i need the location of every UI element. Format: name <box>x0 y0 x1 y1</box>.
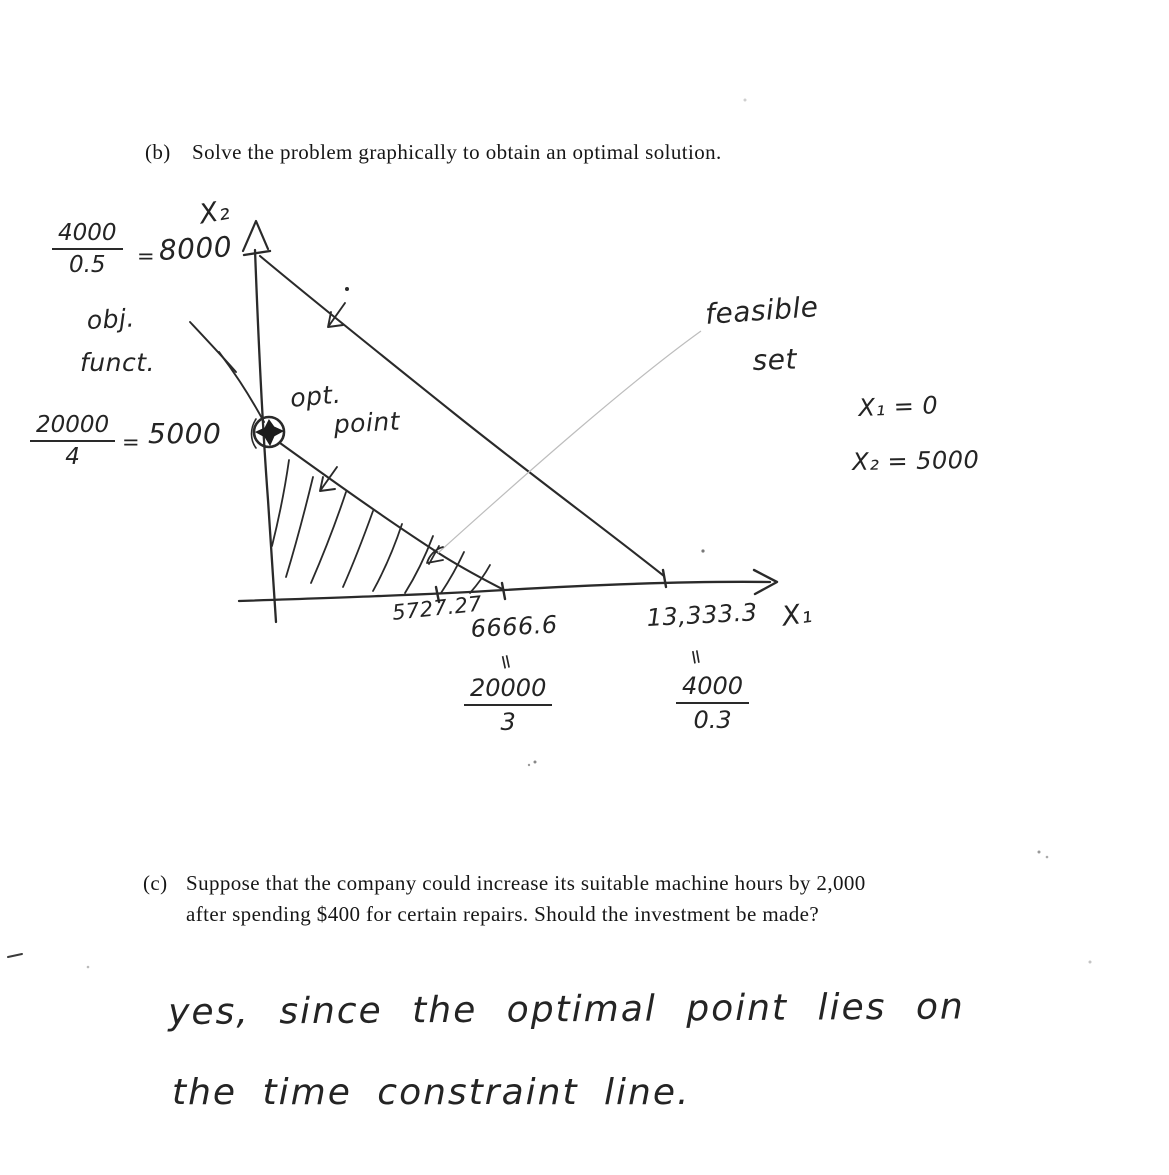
x-tick-6666 <box>502 583 505 599</box>
time-constraint-line <box>280 443 504 590</box>
x-tick-label-6666: 6666.6 <box>470 610 559 643</box>
solution-x2-value: X₂ = 5000 <box>852 445 980 476</box>
answer-line1: yes, since the optimal point lies on <box>168 986 965 1033</box>
feasible-set-pointer-line <box>438 331 701 553</box>
fraction-numerator: 4000 <box>676 672 749 704</box>
fraction-denominator: 4 <box>65 444 80 470</box>
x-tick-13333 <box>663 570 666 587</box>
x-tick-label-5727: 5727.27 <box>391 591 484 625</box>
answer-line2: the time constraint line. <box>172 1072 691 1113</box>
question-b-label: (b) <box>145 140 171 164</box>
rotated-equals-sign: = <box>683 646 710 668</box>
optimal-point-marker <box>252 417 285 448</box>
scan-specks <box>8 99 1092 969</box>
obj-funct-label-line2: funct. <box>80 348 155 377</box>
value-8000: 8000 <box>158 230 233 267</box>
direction-arrow-mid-icon <box>320 467 337 491</box>
question-c-label: (c) <box>143 871 168 895</box>
x-axis <box>239 570 777 602</box>
equals-sign: = <box>122 430 141 454</box>
objective-function-line <box>190 322 264 422</box>
equals-sign: = <box>137 244 156 268</box>
x-axis-label: X₁ <box>780 597 815 633</box>
value-5000: 5000 <box>148 417 222 450</box>
question-b <box>145 140 722 165</box>
fraction-denominator: 3 <box>500 708 516 736</box>
solution-x1-value: X₁ = 0 <box>858 391 939 422</box>
fraction-numerator: 20000 <box>464 674 552 706</box>
fraction-denominator: 0.3 <box>693 706 732 734</box>
question-c-line2: after spending $400 for certain repairs. Should the investment be made? <box>186 902 820 926</box>
y-axis-tick-8000 <box>244 251 270 255</box>
fraction-4000-over-0-3 <box>676 672 749 734</box>
x-tick-label-13333: 13,333.3 <box>646 598 759 632</box>
obj-funct-label-line1: obj. <box>86 303 136 335</box>
fraction-20000-over-3 <box>464 674 552 736</box>
feasible-set-label-line2: set <box>752 342 798 377</box>
fraction-20000-over-4 <box>30 412 115 470</box>
question-b-text: Solve the problem graphically to obtain an optimal solution. <box>192 140 722 164</box>
fraction-numerator: 20000 <box>30 412 115 442</box>
feasible-set-label-line1: feasible <box>704 290 820 331</box>
fraction-denominator: 0.5 <box>68 252 106 278</box>
feasible-region-hatching <box>272 460 490 593</box>
question-c-line1: Suppose that the company could increase its suitable machine hours by 2,000 <box>186 871 866 895</box>
star-icon <box>256 420 283 445</box>
fraction-4000-over-0-5 <box>52 220 123 278</box>
opt-point-label-line2: point <box>333 406 401 439</box>
y-axis-label: X₂ <box>197 194 233 231</box>
fraction-numerator: 4000 <box>52 220 123 250</box>
y-axis-arrow-icon <box>243 221 268 251</box>
rotated-equals-sign: = <box>493 651 521 673</box>
machine-constraint-line <box>260 256 664 576</box>
opt-point-label-line1: opt. <box>289 379 343 413</box>
